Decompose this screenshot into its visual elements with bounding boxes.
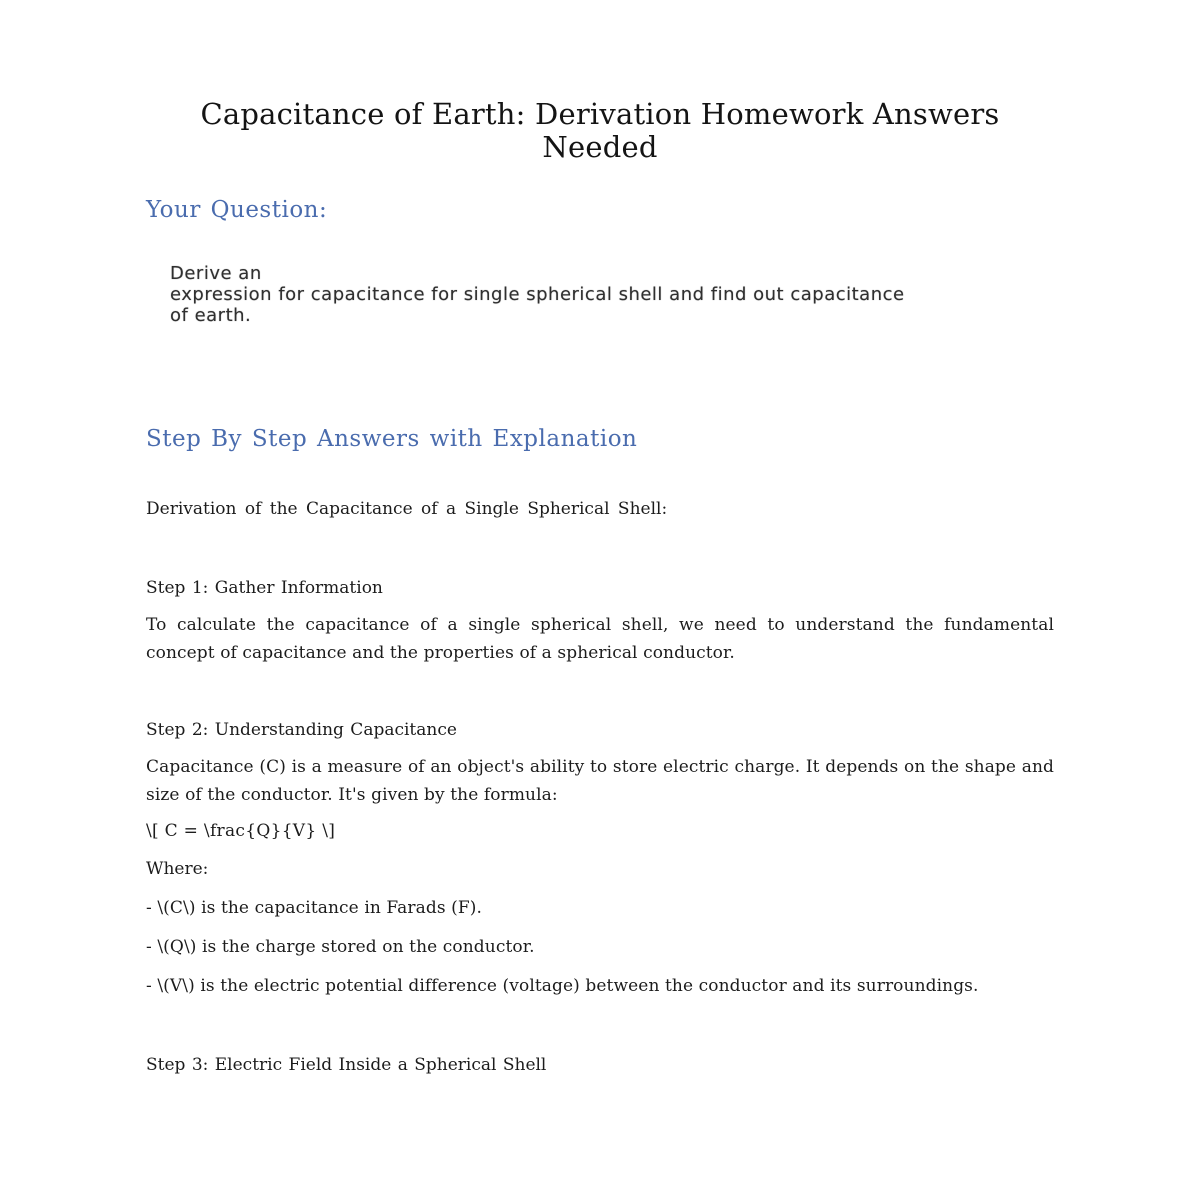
question-line-3: of earth.	[170, 305, 252, 326]
derivation-intro: Derivation of the Capacitance of a Single Spherical Shell:	[146, 499, 668, 519]
question-line-1: Derive an	[170, 263, 262, 284]
definition-charge: - \(Q\) is the charge stored on the conductor.	[146, 937, 535, 957]
question-text-block	[146, 263, 1054, 326]
page-title: Capacitance of Earth: Derivation Homework Answers Needed	[200, 97, 1000, 164]
where-label: Where:	[146, 859, 209, 879]
step-1-paragraph: To calculate the capacitance of a single spherical shell, we need to understand the fundamental concept of capacitance and the properties of a spherical conductor.	[146, 615, 1054, 663]
step-2-heading: Step 2: Understanding Capacitance	[146, 720, 457, 740]
step-3-heading: Step 3: Electric Field Inside a Spherical Shell	[146, 1055, 547, 1075]
definition-voltage: - \(V\) is the electric potential difference (voltage) between the conductor and its surroundings.	[146, 976, 979, 996]
your-question-heading: Your Question:	[146, 197, 328, 223]
question-line-2: expression for capacitance for single spherical shell and find out capacitance	[170, 284, 905, 305]
step-by-step-answers-heading: Step By Step Answers with Explanation	[146, 426, 638, 452]
step-2-paragraph: Capacitance (C) is a measure of an object's ability to store electric charge. It depends on the shape and size of the conductor. It's given by the formula:	[146, 757, 1054, 805]
capacitance-formula-latex: \[ C = \frac{Q}{V} \]	[146, 821, 336, 841]
definition-capacitance: - \(C\) is the capacitance in Farads (F).	[146, 898, 483, 918]
step-1-heading: Step 1: Gather Information	[146, 578, 383, 598]
